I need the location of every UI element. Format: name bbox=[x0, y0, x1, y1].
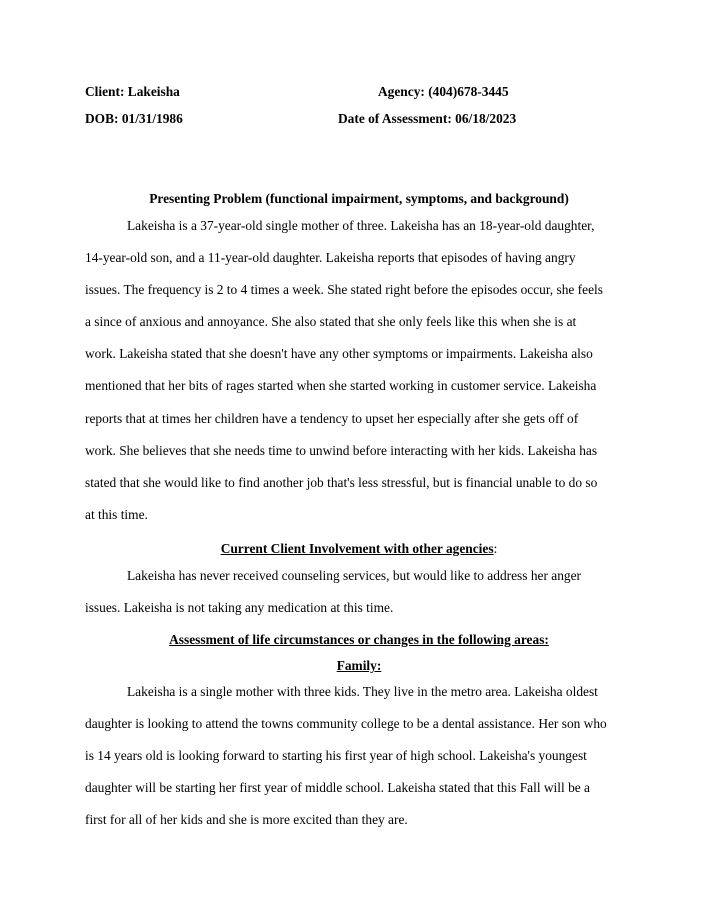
paragraph-line: work. Lakeisha stated that she doesn't have any other symptoms or impairments. Lakeisha also bbox=[85, 346, 593, 362]
current-involvement-paragraph bbox=[85, 560, 645, 624]
paragraph-line: at this time. bbox=[85, 506, 148, 522]
paragraph-line: Lakeisha is a 37-year-old single mother of three. Lakeisha has an 18-year-old daughter, bbox=[127, 218, 595, 233]
family-heading-text: Family: bbox=[336, 658, 382, 673]
paragraph-line: daughter is looking to attend the towns community college to be a dental assistance. Her son who bbox=[85, 716, 607, 732]
paragraph-line: reports that at times her children have a tendency to upset her especially after she gets off of bbox=[85, 410, 579, 426]
family-paragraph bbox=[85, 676, 645, 836]
paragraph-line: is 14 years old is looking forward to starting his first year of high school. Lakeisha's youngest bbox=[85, 748, 587, 764]
paragraph-line: daughter will be starting her first year of middle school. Lakeisha stated that this Fall will be a bbox=[85, 780, 590, 796]
paragraph-line: 14-year-old son, and a 11-year-old daughter. Lakeisha reports that episodes of having angry bbox=[85, 250, 576, 266]
agency-phone: Agency: (404)678-3445 bbox=[378, 84, 509, 99]
paragraph-line: first for all of her kids and she is more excited than they are. bbox=[85, 812, 408, 828]
paragraph-line: issues. Lakeisha is not taking any medication at this time. bbox=[85, 600, 394, 616]
client-dob: DOB: 01/31/1986 bbox=[85, 111, 183, 126]
paragraph-line: mentioned that her bits of rages started when she started working in customer service. Lakeisha bbox=[85, 378, 597, 394]
current-involvement-heading-text: Current Client Involvement with other agencies bbox=[220, 541, 494, 556]
paragraph-line: stated that she would like to find another job that's less stressful, but is financial unable to do so bbox=[85, 474, 598, 490]
current-involvement-heading bbox=[85, 541, 633, 557]
assessment-date: Date of Assessment: 06/18/2023 bbox=[338, 111, 517, 126]
presenting-problem-heading: Presenting Problem (functional impairment, symptoms, and background) bbox=[149, 191, 569, 206]
paragraph-line: work. She believes that she needs time to unwind before interacting with her kids. Lakeisha has bbox=[85, 442, 598, 458]
paragraph-line: issues. The frequency is 2 to 4 times a week. She stated right before the episodes occur, she feels bbox=[85, 282, 603, 298]
paragraph-line: Lakeisha has never received counseling services, but would like to address her anger bbox=[127, 568, 582, 583]
paragraph-line: Lakeisha is a single mother with three kids. They live in the metro area. Lakeisha oldest bbox=[127, 684, 598, 699]
assessment-heading-text: Assessment of life circumstances or changes in the following areas: bbox=[169, 632, 549, 647]
presenting-problem-paragraph bbox=[85, 210, 645, 531]
family-heading bbox=[85, 658, 633, 674]
paragraph-line: a since of anxious and annoyance. She also stated that she only feels like this when she is at bbox=[85, 314, 577, 330]
assessment-heading bbox=[85, 632, 633, 648]
current-involvement-heading-colon: : bbox=[493, 541, 498, 556]
client-name: Client: Lakeisha bbox=[85, 84, 180, 99]
